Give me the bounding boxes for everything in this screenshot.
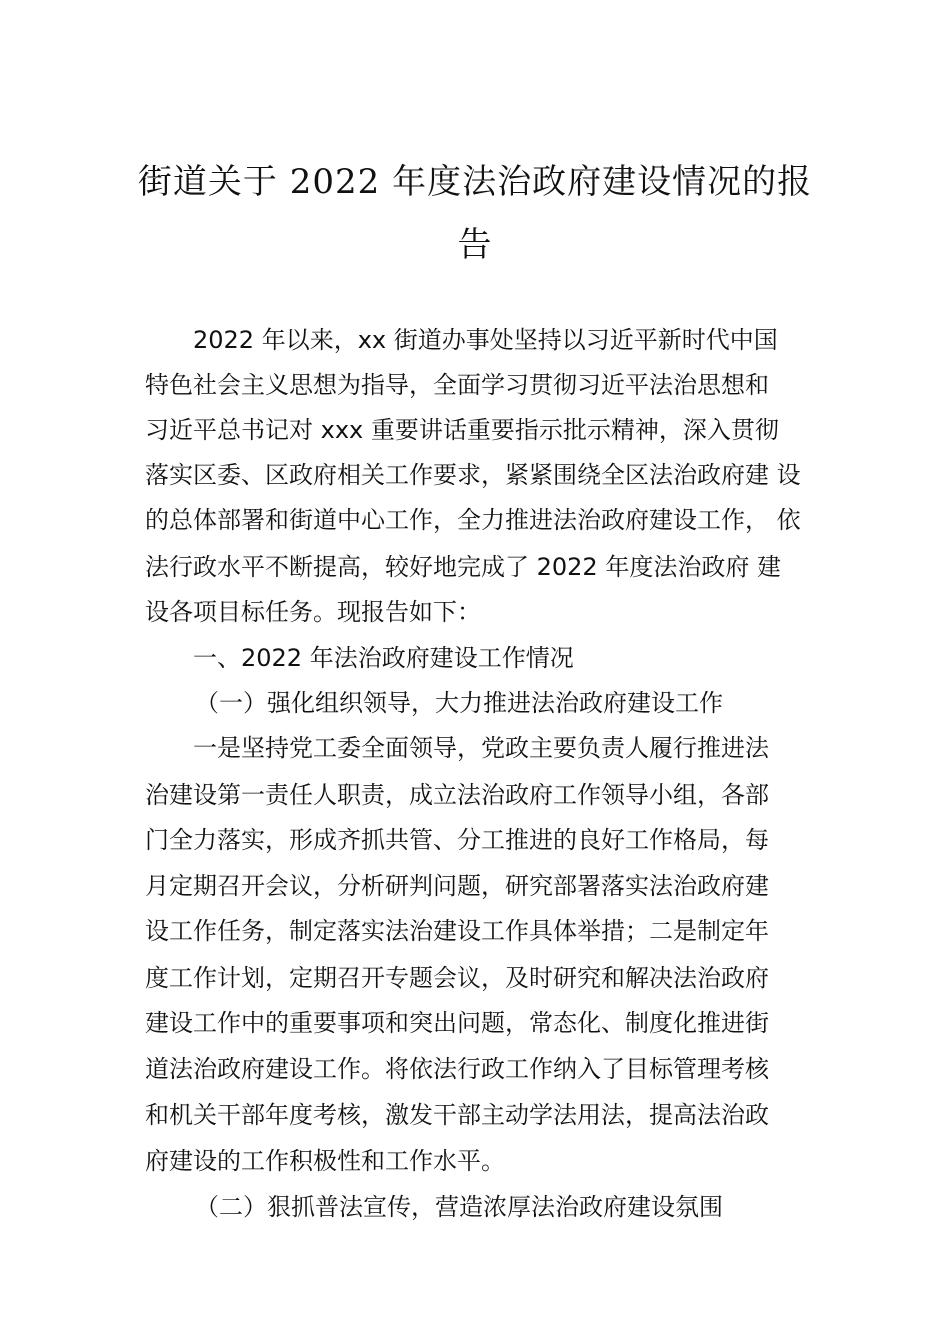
intro-line-2: 特色社会主义思想为指导，全面学习贯彻习近平法治思想和 bbox=[145, 371, 769, 399]
paragraph-1-line-6: 度工作计划，定期召开专题会议，及时研究和解决法治政府 bbox=[145, 964, 769, 992]
document-title-line-1: 街道关于 2022 年度法治政府建设情况的报 bbox=[137, 162, 813, 202]
paragraph-1-line-8: 道法治政府建设工作。将依法行政工作纳入了目标管理考核 bbox=[145, 1055, 769, 1083]
paragraph-1-line-5: 设工作任务，制定落实法治建设工作具体举措；二是制定年 bbox=[145, 917, 769, 945]
intro-line-1: 2022 年以来，xx 街道办事处坚持以习近平新时代中国 bbox=[193, 326, 778, 354]
intro-line-4: 落实区委、区政府相关工作要求，紧紧围绕全区法治政府建 设 bbox=[145, 461, 801, 489]
paragraph-1-line-9: 和机关干部年度考核，激发干部主动学法用法，提高法治政 bbox=[145, 1101, 769, 1129]
document-title-line-2: 告 bbox=[457, 225, 493, 265]
paragraph-1-line-2: 治建设第一责任人职责，成立法治政府工作领导小组，各部 bbox=[145, 781, 769, 809]
paragraph-1-line-7: 建设工作中的重要事项和突出问题，常态化、制度化推进街 bbox=[145, 1009, 769, 1037]
paragraph-1-line-10: 府建设的工作积极性和工作水平。 bbox=[145, 1147, 505, 1175]
paragraph-1-line-3: 门全力落实，形成齐抓共管、分工推进的良好工作格局，每 bbox=[145, 826, 769, 854]
intro-line-6: 法行政水平不断提高，较好地完成了 2022 年度法治政府 建 bbox=[145, 553, 781, 581]
intro-line-7: 设各项目标任务。现报告如下： bbox=[145, 598, 481, 626]
intro-line-3: 习近平总书记对 xxx 重要讲话重要指示批示精神，深入贯彻 bbox=[145, 416, 779, 444]
subsection-2-heading: （二）狠抓普法宣传，营造浓厚法治政府建设氛围 bbox=[195, 1193, 723, 1221]
paragraph-1-line-1: 一是坚持党工委全面领导，党政主要负责人履行推进法 bbox=[193, 734, 769, 762]
intro-line-5: 的总体部署和街道中心工作，全力推进法治政府建设工作， 依 bbox=[145, 506, 801, 534]
paragraph-1-line-4: 月定期召开会议，分析研判问题，研究部署落实法治政府建 bbox=[145, 872, 769, 900]
subsection-1-heading: （一）强化组织领导，大力推进法治政府建设工作 bbox=[195, 689, 723, 717]
section-1-heading: 一、2022 年法治政府建设工作情况 bbox=[193, 644, 574, 672]
